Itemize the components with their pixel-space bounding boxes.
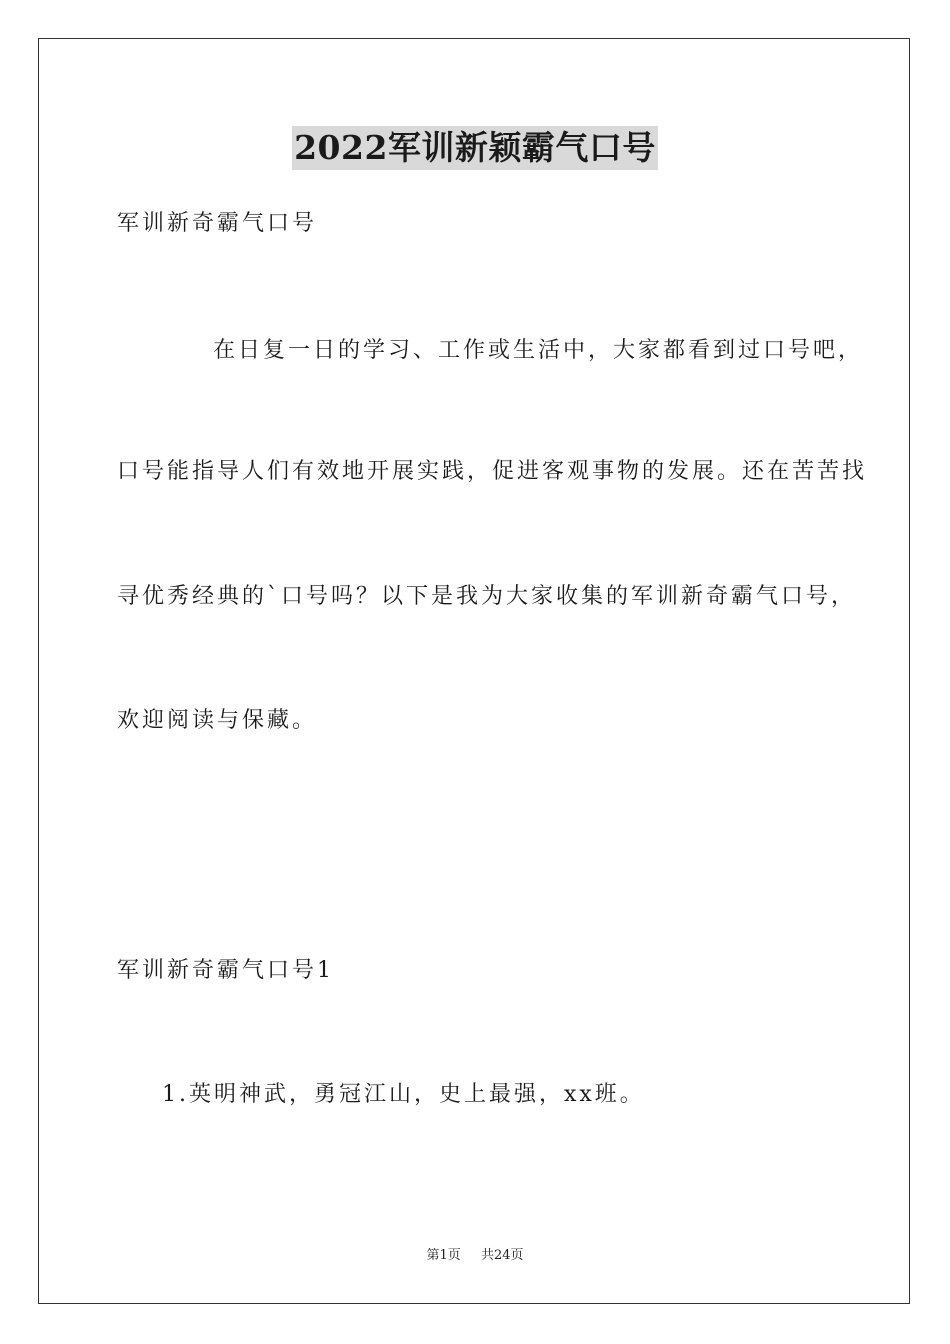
page-number: 第1页 — [426, 1248, 461, 1263]
intro-line-2: 口号能指导人们有效地开展实践，促进客观事物的发展。还在苦苦找 — [117, 459, 868, 484]
page-footer — [0, 1247, 950, 1265]
intro-line-3: 寻优秀经典的`口号吗？以下是我为大家收集的军训新奇霸气口号， — [117, 584, 857, 609]
title-container — [0, 126, 950, 170]
page-total: 共24页 — [480, 1248, 524, 1263]
section-heading: 军训新奇霸气口号1 — [117, 958, 334, 983]
document-title: 2022军训新颖霸气口号 — [292, 126, 658, 170]
intro-line-1: 在日复一日的学习、工作或生活中，大家都看到过口号吧， — [213, 338, 864, 363]
document-subtitle: 军训新奇霸气口号 — [117, 211, 318, 236]
intro-line-4: 欢迎阅读与保藏。 — [117, 708, 318, 733]
list-item: 1.英明神武，勇冠江山，史上最强，xx班。 — [162, 1082, 645, 1107]
